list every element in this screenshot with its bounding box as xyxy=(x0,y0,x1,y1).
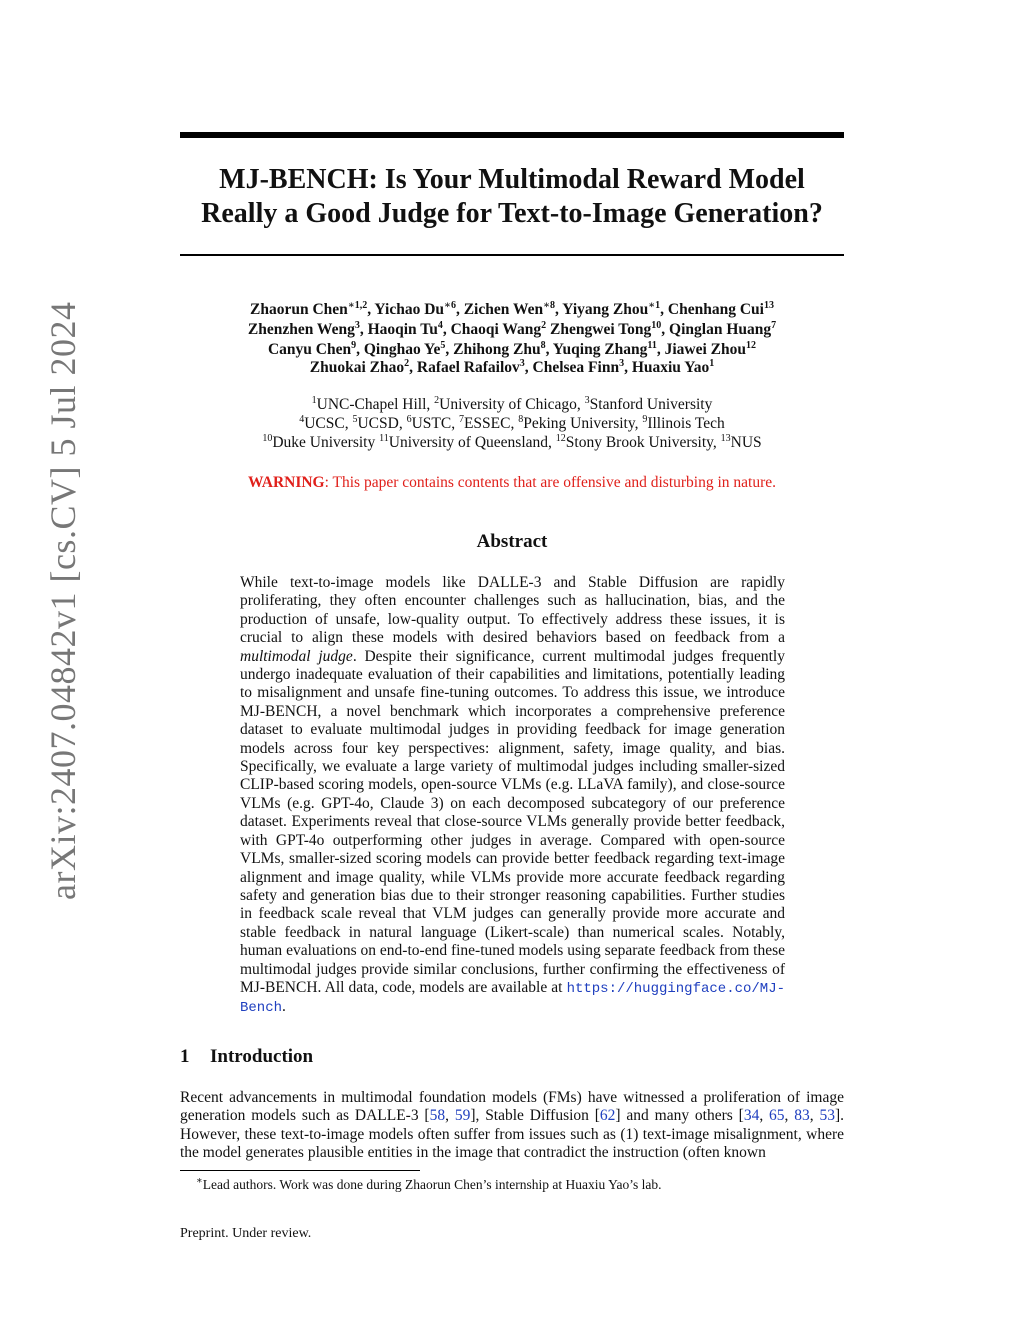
section-heading-introduction: 1 Introduction xyxy=(180,1046,314,1067)
affiliation-line-1: $^1$UNC-Chapel Hill, $^2$University of Chicago, $^3$Stanford University xyxy=(311,394,713,413)
author-line-1: Zhaorun Chen$^{∗1,2}$, Yichao $Du^{∗6}$, Zichen Wen$^{∗8}$, Yiyang Zhou$^{∗1}$, Chenhang Cui$^{13}$ xyxy=(250,299,774,318)
abstract-body: While text-to-image models like DALLE-3 and Stable Diffusion are rapidly proliferating, they often encounter challenges such as hallucination, bias, and the production of unsafe, low-quality output. To effectively address these issues, it is crucial to align these models with desired behaviors based on feedback from a multimodal judge. Despite their significance, current multimodal judges frequently undergo inadequate evaluation of their capabilities and limitations, potentially leading to misalignment and unsafe fine-tuning outcomes. To address this issue, we introduce MJ-BENCH, a novel benchmark which incorporates a comprehensive preference dataset to evaluate multimodal judges in providing feedback for image generation models across four key perspectives: alignment, safety, image quality, and bias. Specifically, we evaluate a large variety of multimodal judges including smaller-sized CLIP-based scoring models, open-source VLMs (e.g. LLaVA family), and close-source VLMs (e.g. GPT-4o, Claude 3) on each decomposed subcategory of our preference dataset. Experiments reveal that close-source VLMs generally provide better feedback, with GPT-4o outperforming other judges in average. Compared with open-source VLMs, smaller-sized scoring models can provide better feedback regarding text-image alignment and image quality, while VLMs provide more accurate feedback regarding safety and generation bias due to their stronger reasoning capabilities. Further studies in feedback scale reveal that VLM judges can generally provide more accurate and stable feedback in natural language (Likert-scale) than numerical scales. Notably, human evaluations on end-to-end fine-tuned models using separate feedback from these multimodal judges provide similar conclusions, further confirming the effectiveness of MJ-BENCH. All data, code, models are available at https://huggingface.co/MJ-Bench. xyxy=(240,574,785,1017)
content-warning xyxy=(0,473,1024,493)
author-line-2: Zhenzhen Weng$^3$, Haoqin Tu$^4$, Chaoqi Wang$^2$ Zhengwei Tong$^{10}$, Qinglan Huang$^7$ xyxy=(247,319,777,338)
citation-link[interactable]: 53 xyxy=(819,1107,835,1125)
citation-link[interactable]: 83 xyxy=(794,1107,810,1125)
title-top-rule xyxy=(180,132,844,138)
arxiv-stamp: arXiv:2407.04842v1 [cs.CV] 5 Jul 2024 xyxy=(43,301,83,900)
title-bottom-rule xyxy=(180,254,844,256)
abstract-heading: Abstract xyxy=(476,531,548,552)
citation-link[interactable]: 34 xyxy=(743,1107,760,1125)
warning-text: : This paper contains contents that are offensive and disturbing in nature. xyxy=(324,474,777,491)
footnote-rule xyxy=(180,1170,420,1171)
citation-link[interactable]: 58 xyxy=(429,1107,446,1125)
introduction-paragraph: Recent advancements in multimodal foundation models (FMs) have witnessed a proliferation of image generation models such as DALLE-3 [58, 59], Stable Diffusion [62] and many others [34, 65, 83, 53]. However, these text-to-image models often suffer from issues such as (1) text-image misalignment, where the model generates plausible entities in the image that contradict the instruction (often known xyxy=(180,1089,845,1162)
preprint-notice: Preprint. Under review. xyxy=(180,1226,312,1241)
author-line-3: Canyu Chen$^9$, Qinghao Ye$^5$, Zhihong Zhu$^8$, Yuqing Zhang$^{11}$, Jiawei Zhou$^{12}$ xyxy=(267,339,757,358)
citation-link[interactable]: 65 xyxy=(769,1107,785,1125)
paper-title-line-2: Really a Good Judge for Text-to-Image Generation? xyxy=(201,198,823,229)
citation-link[interactable]: 62 xyxy=(599,1107,616,1125)
mj-bench-link[interactable]: https://huggingface.co/MJ-Bench xyxy=(240,980,785,1017)
warning-label: WARNING xyxy=(247,474,325,491)
paper-title-line-1: MJ-BENCH: Is Your Multimodal Reward Model xyxy=(219,164,805,195)
author-line-4: Zhuokai Zhao$^2$, Rafael Rafailov$^3$, Chelsea Finn$^3$, Huaxiu Yao$^1$ xyxy=(309,357,715,376)
footnote: ∗Lead authors. Work was done during Zhaorun Chen’s internship at Huaxiu Yao’s lab. xyxy=(196,1175,662,1192)
affiliation-line-3: $^{10}$Duke University $^{11}$University of Queensland, $^{12}$Stony Brook University, $^{13}$NUS xyxy=(262,432,762,451)
citation-link[interactable]: 59 xyxy=(454,1107,471,1125)
affiliation-line-2: $^4$UCSC, $^5$UCSD, $^6$USTC, $^7$ESSEC, $^8$Peking University, $^9$Illinois Tech xyxy=(299,413,725,432)
